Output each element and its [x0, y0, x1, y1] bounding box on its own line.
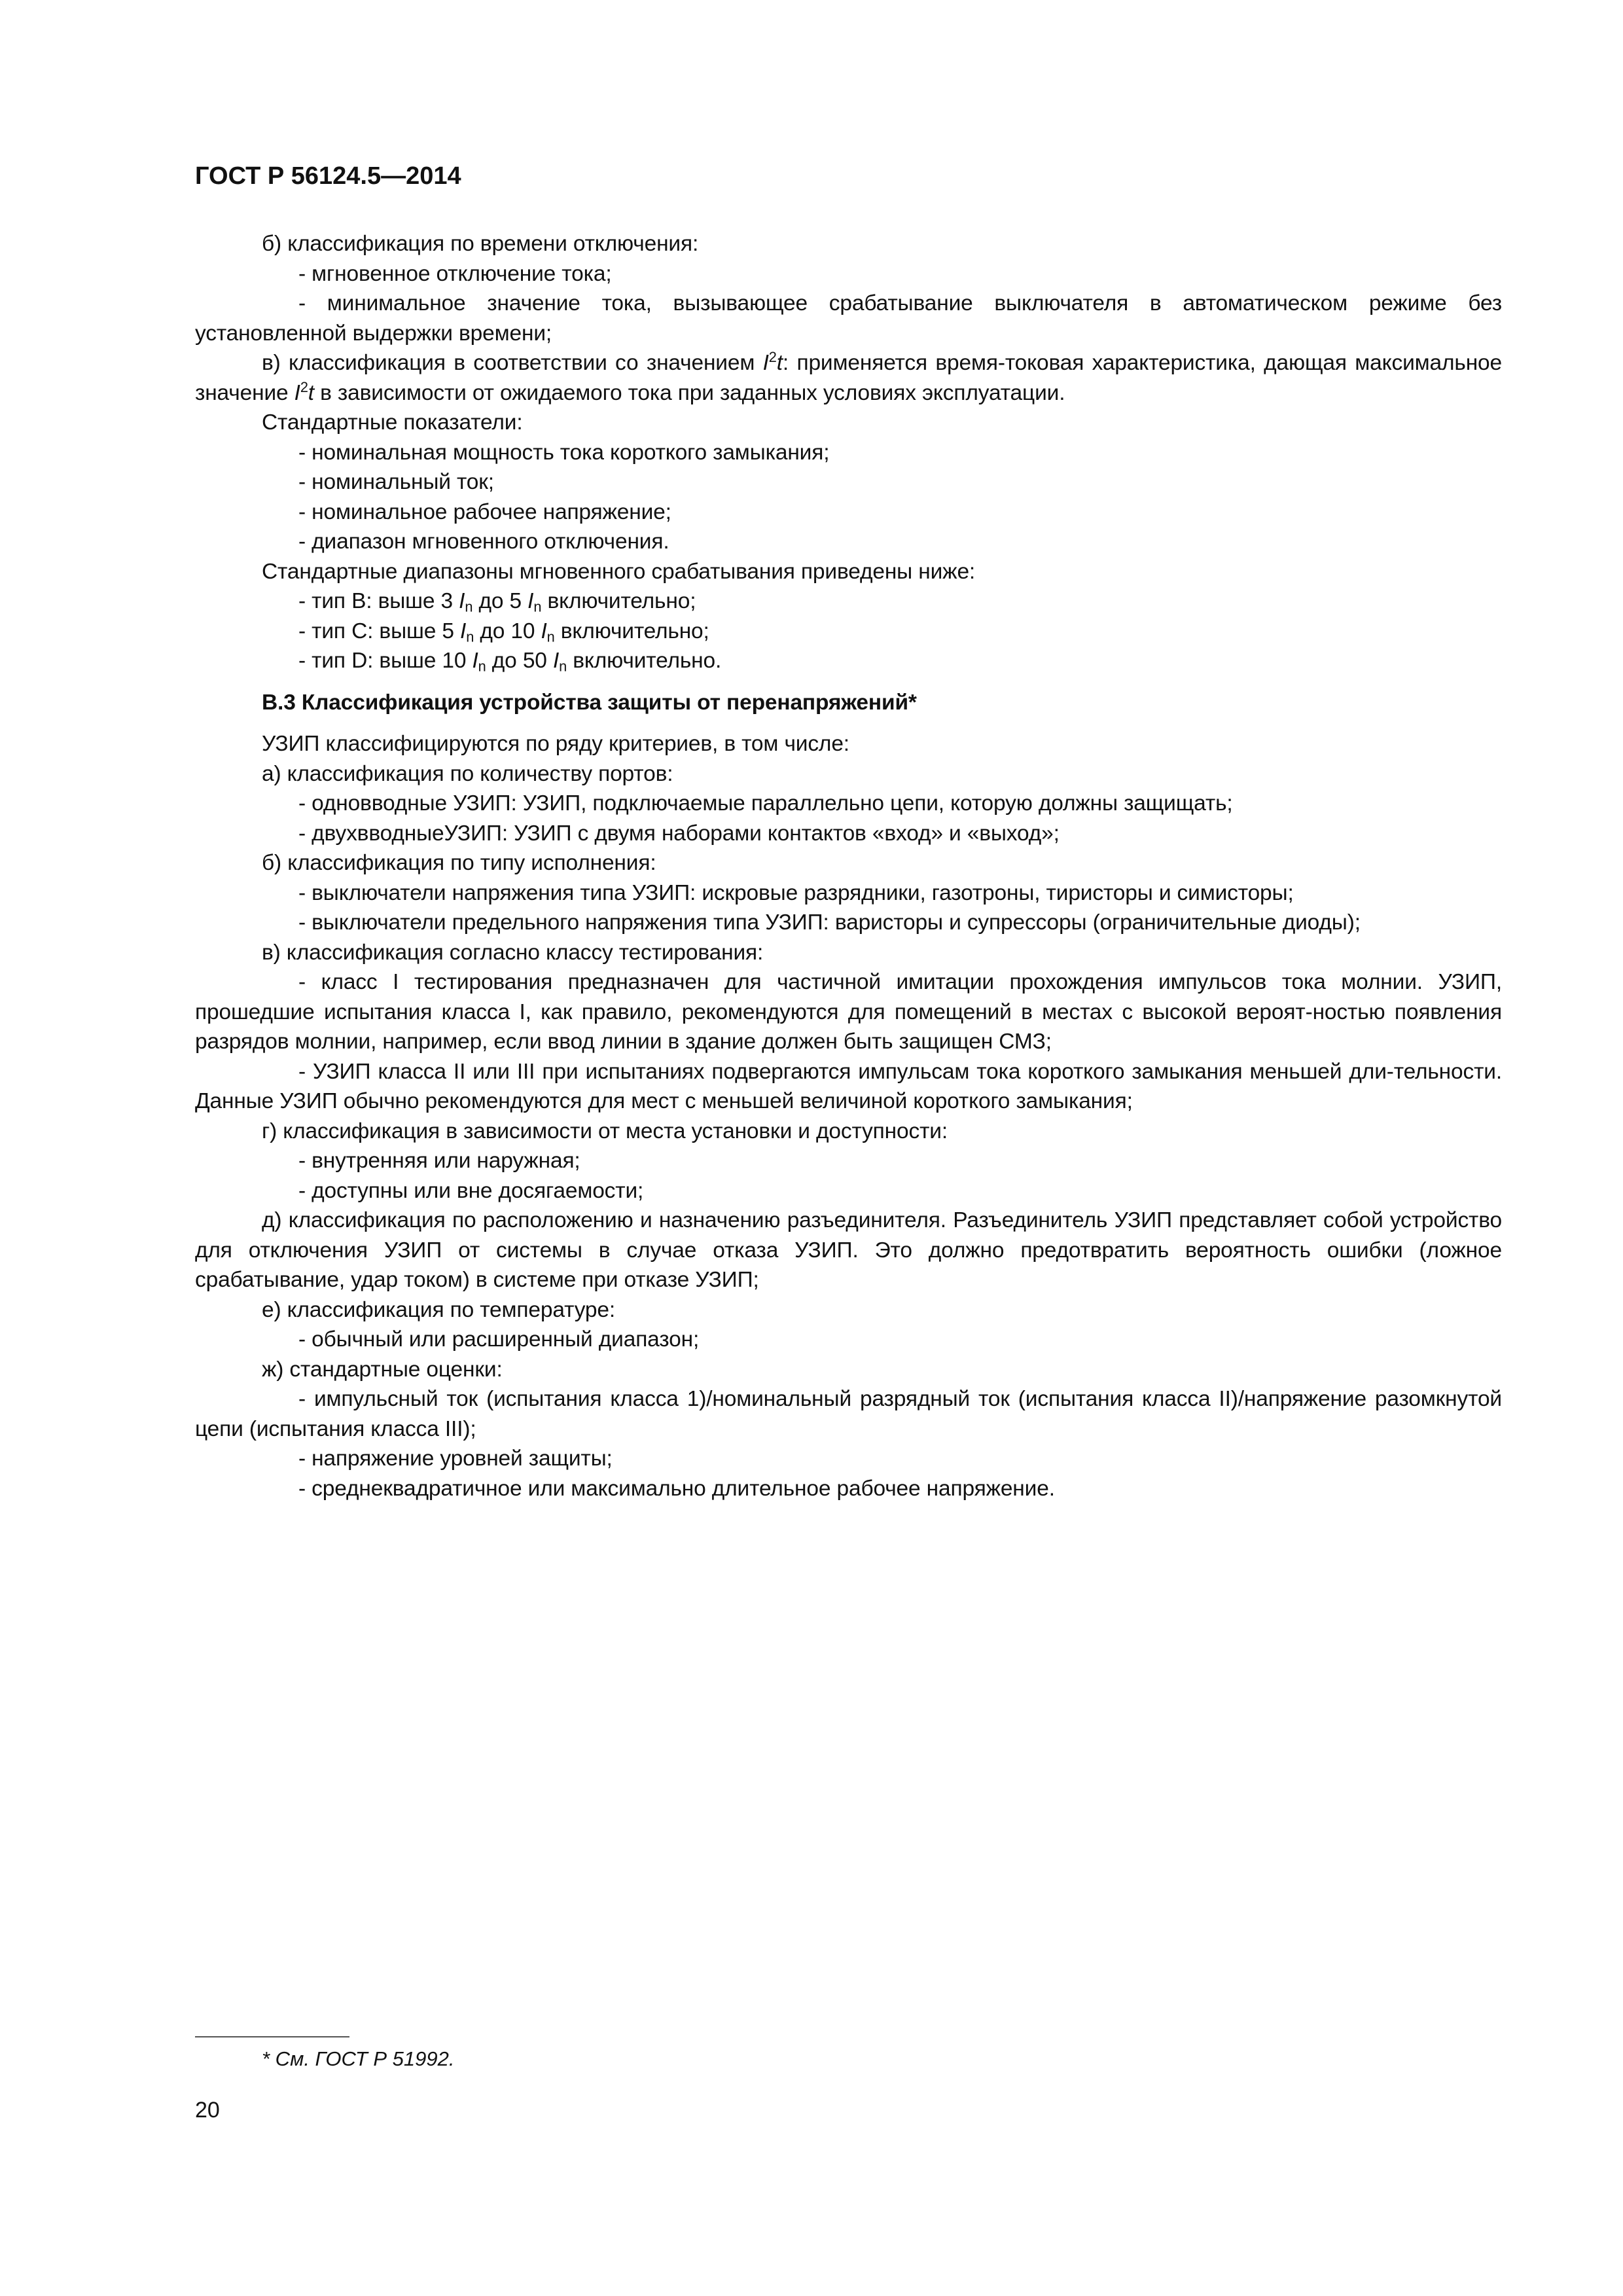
footnote: * См. ГОСТ Р 51992.: [262, 2047, 455, 2070]
list-item: - мгновенное отключение тока;: [298, 261, 612, 286]
list-item-type-c: - тип C: выше 5 $I_n$ до 10 $I_n$ включительно;: [298, 619, 709, 645]
list-item: б) классификация по типу исполнения:: [262, 851, 656, 875]
list-item: е) классификация по температуре:: [262, 1297, 616, 1322]
list-item: г) классификация в зависимости от места установки и доступности:: [262, 1119, 948, 1143]
document-body: [195, 229, 1502, 1503]
list-item: - номинальный ток;: [298, 470, 494, 494]
list-item: а) классификация по количеству портов:: [262, 761, 673, 786]
list-item: - номинальная мощность тока короткого замыкания;: [298, 440, 830, 465]
list-item-type-d: - тип D: выше 10 $I_n$ до 50 $I_n$ включительно.: [298, 649, 722, 675]
list-item: в) классификация согласно классу тестирования:: [262, 940, 764, 965]
footnote-divider: [195, 2036, 349, 2037]
list-item: ж) стандартные оценки:: [262, 1357, 503, 1382]
list-item: - диапазон мгновенного отключения.: [298, 529, 669, 554]
list-item: - класс I тестирования предназначен для частичной имитации прохождения импульсов тока молнии. УЗИП, прошедшие испытания класса I, как правило, рекомендуются для помещений в местах с высокой вероят-ностью появления разрядов молнии, например, если ввод линии в здание должен быть защищен СМЗ;: [195, 970, 1502, 1054]
list-item: - доступны или вне досягаемости;: [298, 1178, 644, 1203]
list-item: - одновводные УЗИП: УЗИП, подключаемые параллельно цепи, которую должны защищать;: [298, 791, 1233, 816]
list-item: - импульсный ток (испытания класса 1)/номинальный разрядный ток (испытания класса II)/напряжение разомкнутой цепи (испытания класса III);: [195, 1387, 1502, 1441]
list-item: - обычный или расширенный диапазон;: [298, 1327, 700, 1352]
list-item: - двухвводныеУЗИП: УЗИП с двумя наборами контактов «вход» и «выход»;: [298, 821, 1060, 846]
list-item: д) классификация по расположению и назначению разъединителя. Разъединитель УЗИП представляет собой устройство для отключения УЗИП от системы в случае отказа УЗИП. Это должно предотвратить вероятность ошибки (ложное срабатывание, удар током) в системе при отказе УЗИП;: [195, 1208, 1502, 1292]
list-item: б) классификация по времени отключения:: [262, 232, 699, 256]
list-item: - выключатели предельного напряжения типа УЗИП: варисторы и супрессоры (ограничительные диоды);: [298, 910, 1361, 935]
section-heading: B.3 Классификация устройства защиты от перенапряжений*: [262, 690, 917, 715]
list-item: - минимальное значение тока, вызывающее срабатывание выключателя в автоматическом режиме без установленной выдержки времени;: [195, 291, 1502, 346]
list-item: - напряжение уровней защиты;: [298, 1446, 613, 1471]
list-item-type-b: - тип B: выше 3 $I_n$ до 5 $I_n$ включительно;: [298, 589, 696, 615]
paragraph: Стандартные диапазоны мгновенного срабатывания приведены ниже:: [262, 559, 976, 584]
paragraph: Стандартные показатели:: [262, 410, 523, 435]
list-item: - среднеквадратичное или максимально длительное рабочее напряжение.: [298, 1476, 1055, 1501]
paragraph-i2t: в) классификация в соответствии со значением $I^2t$: применяется время-токовая характеристика, дающая максимальное значение $I^2t$ в зависимости от ожидаемого тока при заданных условиях эксплуатации.: [195, 349, 1503, 405]
document-header: ГОСТ Р 56124.5—2014: [195, 162, 461, 190]
list-item: - номинальное рабочее напряжение;: [298, 499, 671, 524]
list-item: - УЗИП класса II или III при испытаниях подвергаются импульсам тока короткого замыкания меньшей дли-тельности. Данные УЗИП обычно рекомендуются для мест с меньшей величиной короткого замыкания;: [195, 1059, 1502, 1113]
list-item: - внутренняя или наружная;: [298, 1149, 580, 1173]
page-number: 20: [195, 2098, 220, 2123]
list-item: - выключатели напряжения типа УЗИП: искровые разрядники, газотроны, тиристоры и симисторы;: [298, 880, 1294, 905]
paragraph: УЗИП классифицируются по ряду критериев, в том числе:: [262, 732, 849, 756]
